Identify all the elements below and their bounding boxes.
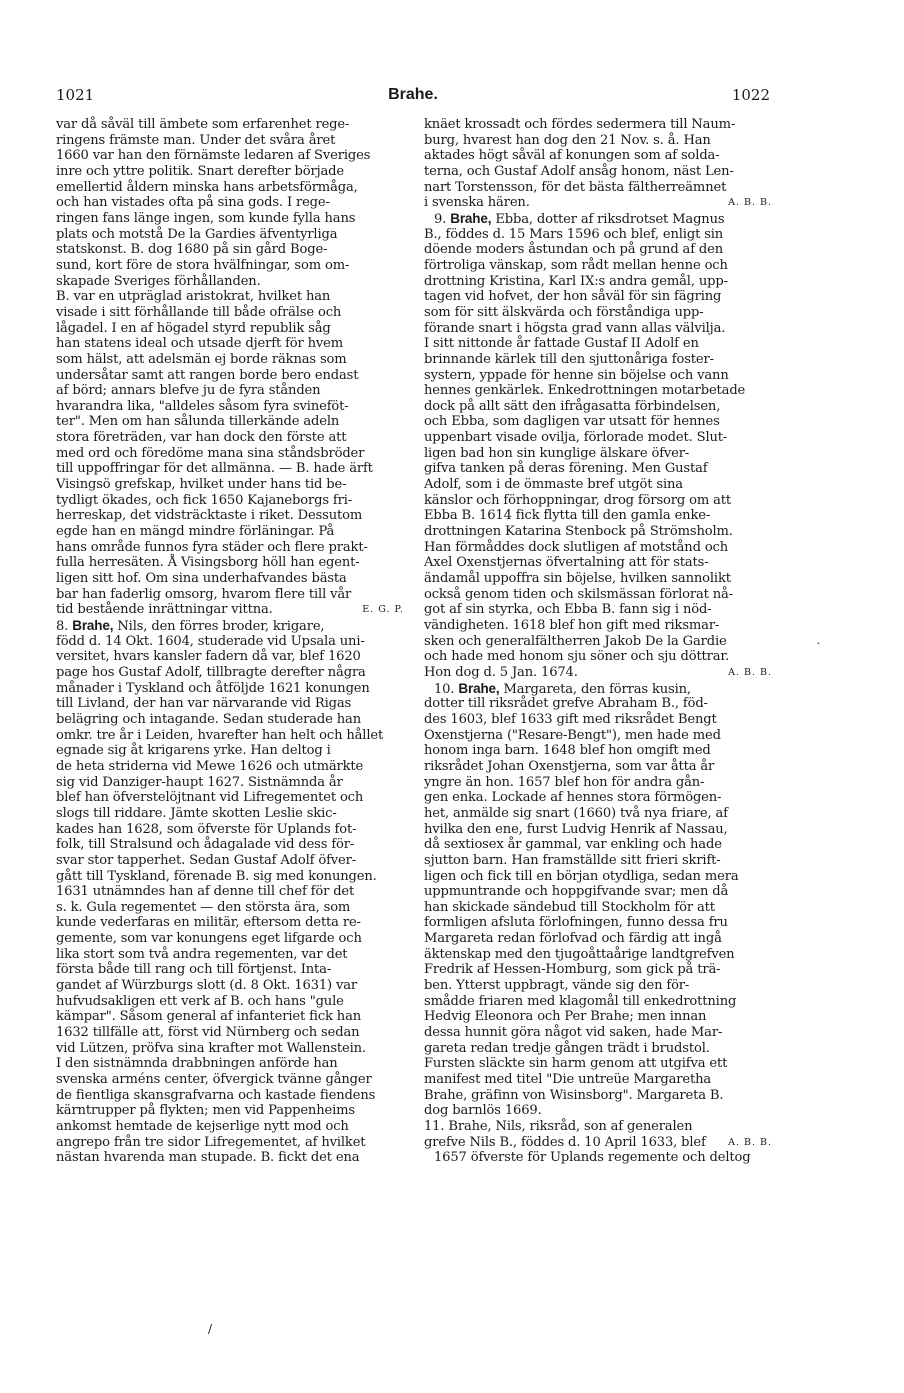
line-text: 9. Brahe, Ebba, dotter af riksdrotset Magnus [434, 210, 725, 227]
text-line [424, 728, 772, 744]
line-text: ändamål uppoffra sin böjelse, hvilken sannolikt [424, 571, 731, 587]
line-text: Brahe, gräfinn von Wisinsborg". Margareta B. [424, 1087, 724, 1103]
line-text: äktenskap med den tjugoåttaårige landtgrefven [424, 946, 735, 962]
line-text: systern, yppade för henne sin böjelse och vann [424, 367, 729, 383]
line-text: slogs till riddare. Jämte skotten Leslie skic- [56, 805, 337, 821]
text-line [424, 258, 772, 274]
text-line [424, 618, 772, 634]
line-text: kunde vederfaras en militär, eftersom detta re- [56, 915, 361, 931]
line-text: egde han en mängd mindre förläningar. På [56, 524, 335, 540]
text-line [56, 994, 404, 1010]
text-line [56, 884, 404, 900]
line-text: gareta redan tredje gången trädt i brudstol. [424, 1040, 710, 1056]
line-text: förande snart i högsta grad vann allas välvilja. [424, 320, 726, 336]
text-line [424, 915, 772, 931]
text-line [56, 430, 404, 446]
text-line [424, 602, 772, 618]
text-line [424, 180, 772, 196]
text-line [424, 1135, 772, 1151]
text-line [424, 1150, 772, 1166]
text-line [424, 274, 772, 290]
text-line [56, 759, 404, 775]
text-line [424, 994, 772, 1010]
text-line [56, 681, 404, 697]
line-text: Hedvig Eleonora och Per Brahe; men innan [424, 1009, 707, 1025]
line-text: lika stort som två andra regementen, var det [56, 946, 348, 962]
text-line [424, 368, 772, 384]
line-text: och Ebba, som dagligen var utsatt för hennes [424, 414, 720, 430]
text-line [56, 477, 404, 493]
text-line [424, 336, 772, 352]
line-text: Visingsö grefskap, hvilket under hans tid be- [56, 477, 347, 493]
line-text: sund, kort före de stora hvälfningar, som om- [56, 257, 350, 273]
text-line [56, 587, 404, 603]
text-line [424, 493, 772, 509]
line-text: med ord och föredöme mana sina ståndsbröder [56, 445, 365, 461]
line-text: Oxenstjerna ("Resare-Bengt"), men hade med [424, 727, 721, 743]
line-text: uppenbart visade ovilja, förlorade modet. Slut- [424, 430, 728, 446]
line-text: dog barnlös 1669. [424, 1103, 542, 1119]
text-line [56, 227, 404, 243]
text-line [424, 978, 772, 994]
text-line [424, 477, 772, 493]
line-text: skapade Sveriges förhållanden. [56, 273, 261, 289]
author-signature: A. B. B. [728, 1136, 772, 1148]
text-line [56, 289, 404, 305]
line-text: döende moders åstundan och på grund af den [424, 242, 724, 258]
text-line [424, 665, 772, 681]
line-text: brinnande kärlek till den sjuttonåriga foster- [424, 351, 714, 367]
text-line [424, 1072, 772, 1088]
text-line [424, 696, 772, 712]
line-text: uppmuntrande och hoppgifvande svar; men då [424, 884, 729, 900]
text-line [424, 1041, 772, 1057]
line-text: född d. 14 Okt. 1604, studerade vid Upsala uni- [56, 633, 365, 649]
text-line [424, 681, 772, 697]
text-line [56, 1088, 404, 1104]
line-text: hvarandra lika, "alldeles såsom fyra svineföt- [56, 398, 349, 414]
text-line [56, 728, 404, 744]
line-text: de heta striderna vid Mewe 1626 och utmärkte [56, 758, 364, 774]
line-text: ringen fans länge ingen, som kunde fylla hans [56, 210, 356, 226]
line-text: tagen vid hofvet, der hon såväl för sin fägring [424, 289, 722, 305]
line-text: som för sitt älskvärda och förståndiga upp- [424, 304, 704, 320]
text-line [56, 915, 404, 931]
text-line [56, 978, 404, 994]
text-line [56, 1041, 404, 1057]
page-header [56, 86, 770, 106]
line-text: ligen och fick till en början otydliga, sedan mera [424, 868, 739, 884]
line-text: sjutton barn. Han framställde sitt frieri skrift- [424, 852, 721, 868]
text-line [424, 947, 772, 963]
text-line [56, 712, 404, 728]
line-text: första både till rang och till förtjenst. Inta- [56, 962, 332, 978]
line-text: hvilka den ene, furst Ludvig Henrik af Nassau, [424, 821, 728, 837]
line-text: 11. Brahe, Nils, riksråd, son af generalen [424, 1119, 693, 1134]
text-line [56, 164, 404, 180]
page-number-left: 1021 [56, 86, 95, 104]
line-text: ligen bad hon sin kunglige älskare öfver- [424, 445, 690, 461]
text-line [424, 1009, 772, 1025]
line-text: gandet af Würzburgs slott (d. 8 Okt. 1631) var [56, 978, 358, 994]
text-line [56, 665, 404, 681]
line-text: blef han öfverstelöjtnant vid Lifregementet och [56, 790, 364, 806]
text-line [424, 540, 772, 556]
text-line [56, 305, 404, 321]
line-text: formligen afsluta förlofningen, funno dessa fru [424, 915, 728, 931]
text-line [424, 1025, 772, 1041]
text-line [56, 242, 404, 258]
text-line [424, 743, 772, 759]
line-text: angrepo från tre sidor Lifregementet, af hvilket [56, 1134, 366, 1150]
text-line [424, 555, 772, 571]
text-line [56, 649, 404, 665]
line-text: gemente, som var konungens eget lifgarde och [56, 931, 362, 947]
line-text: B. var en utpräglad aristokrat, hvilket han [56, 289, 331, 305]
text-line [424, 399, 772, 415]
text-line [56, 414, 404, 430]
text-line [56, 399, 404, 415]
line-text: var då såväl till ämbete som erfarenhet rege- [56, 117, 350, 132]
line-text: nästan hvarenda man stupade. B. fickt det ena [56, 1150, 360, 1166]
author-signature: E. G. P. [362, 604, 404, 616]
line-text: I sitt nittonde år fattade Gustaf II Adolf en [424, 336, 699, 352]
author-signature: A. B. B. [728, 197, 772, 209]
text-line [56, 853, 404, 869]
text-line [56, 180, 404, 196]
line-text: 1631 utnämndes han af denne till chef för det [56, 884, 355, 900]
line-text: sken och generalfältherren Jakob De la Gardie [424, 633, 727, 649]
line-text: månader i Tyskland och åtföljde 1621 konungen [56, 680, 370, 696]
line-text: han skickade sändebud till Stockholm för att [424, 899, 715, 915]
text-line [56, 352, 404, 368]
line-text: 1660 var han den förnämste ledaren af Sveriges [56, 148, 371, 164]
line-text: Margareta redan förlofvad och färdig att ingå [424, 931, 722, 947]
page-number-right: 1022 [731, 86, 770, 104]
text-line [56, 900, 404, 916]
text-line [424, 571, 772, 587]
line-text: dock på allt sätt den ifrågasatta förbindelsen, [424, 398, 721, 414]
text-line [424, 853, 772, 869]
line-text: stora företräden, var han dock den förste att [56, 430, 347, 446]
line-text: han statens ideal och utsade djerft för hvem [56, 336, 344, 352]
line-text: egnade sig åt krigarens yrke. Han deltog i [56, 743, 331, 759]
line-text: drottning Kristina, Karl IX:s andra gemål, upp- [424, 273, 728, 289]
text-line [424, 352, 772, 368]
line-text: visade i sitt förhållande till både ofrälse och [56, 304, 342, 320]
line-text: hans område funnos fyra städer och flere prakt- [56, 539, 368, 555]
text-line [424, 1103, 772, 1119]
text-line [424, 164, 772, 180]
text-line [56, 321, 404, 337]
text-line [56, 446, 404, 462]
line-text: belägring och intagande. Sedan studerade han [56, 711, 361, 727]
line-text: ben. Ytterst uppbragt, vände sig den för- [424, 978, 690, 994]
line-text: smådde friaren med klagomål till enkedrottning [424, 993, 737, 1009]
line-text: B., föddes d. 15 Mars 1596 och blef, enligt sin [424, 226, 724, 242]
text-line [424, 242, 772, 258]
text-line [56, 258, 404, 274]
text-line [424, 133, 772, 149]
line-text: och hade med honom sju söner och sju döttrar. [424, 649, 730, 665]
text-line [424, 524, 772, 540]
line-text: des 1603, blef 1633 gift med riksrådet Bengt [424, 711, 717, 727]
text-line [56, 837, 404, 853]
text-line [56, 1056, 404, 1072]
text-line [424, 869, 772, 885]
text-line [424, 931, 772, 947]
line-text: ankomst hemtade de kejserlige nytt mod och [56, 1119, 349, 1134]
text-line [424, 414, 772, 430]
text-line [56, 555, 404, 571]
text-line [56, 508, 404, 524]
line-text: het, anmälde sig snart (1660) två nya friare, af [424, 805, 728, 821]
text-line [56, 1025, 404, 1041]
line-text: terna, och Gustaf Adolf ansåg honom, näst Len- [424, 163, 734, 179]
line-text: gifva tanken på deras förening. Men Gustaf [424, 461, 708, 477]
line-text: I den sistnämnda drabbningen anförde han [56, 1056, 338, 1072]
text-line [424, 508, 772, 524]
stray-mark: / [208, 1322, 213, 1336]
line-text: burg, hvarest han dog den 21 Nov. s. å. Han [424, 132, 711, 148]
text-line [424, 806, 772, 822]
line-text: herreskap, det vidsträcktaste i riket. Dessutom [56, 508, 363, 524]
text-line [424, 837, 772, 853]
line-text: dotter till riksrådet grefve Abraham B., föd- [424, 696, 708, 712]
text-line [56, 117, 404, 133]
text-line [56, 195, 404, 211]
text-line [424, 1056, 772, 1072]
text-line [424, 1088, 772, 1104]
text-line [56, 336, 404, 352]
text-line [424, 446, 772, 462]
text-line [56, 383, 404, 399]
text-line [424, 195, 772, 211]
line-text: sig vid Danziger-haupt 1627. Sistnämnda år [56, 774, 343, 790]
line-text: lågadel. I en af högadel styrd republik såg [56, 320, 331, 336]
line-text: svar stor tapperhet. Sedan Gustaf Adolf öfver- [56, 852, 357, 868]
line-text: s. k. Gula regementet — den största ära, som [56, 899, 351, 915]
line-text: hennes genkärlek. Enkedrottningen motarbetade [424, 383, 746, 399]
text-line [424, 1119, 772, 1135]
line-text: inre och yttre politik. Snart derefter började [56, 163, 344, 179]
text-line [56, 696, 404, 712]
line-text: got af sin styrka, och Ebba B. fann sig i nöd- [424, 602, 712, 618]
text-line [424, 148, 772, 164]
line-text: riksrådet Johan Oxenstjerna, som var åtta år [424, 758, 715, 774]
text-line [56, 1119, 404, 1135]
line-text: emellertid åldern minska hans arbetsförmåga, [56, 179, 358, 195]
line-text: nart Torstensson, för det bästa fältherreämnet [424, 179, 727, 195]
text-line [56, 602, 404, 618]
author-signature: A. B. B. [728, 666, 772, 678]
text-line [56, 133, 404, 149]
line-text: tydligt ökades, och fick 1650 Kajaneborgs fri- [56, 492, 353, 508]
line-text: yngre än hon. 1657 blef hon för andra gån- [424, 774, 705, 790]
line-text: då sextiosex år gammal, var enkling och hade [424, 837, 722, 853]
text-line [424, 775, 772, 791]
line-text: svenska arméns center, öfvergick tvänne gånger [56, 1072, 372, 1088]
text-line [56, 931, 404, 947]
line-text: Adolf, som i de ömmaste bref utgöt sina [424, 477, 683, 493]
line-text: omkr. tre år i Leiden, hvarefter han helt och hållet [56, 727, 384, 743]
line-text: dessa hunnit göra något vid saken, hade Mar- [424, 1025, 723, 1041]
line-text: af börd; annars blefve ju de fyra stånden [56, 383, 321, 399]
text-line [56, 1103, 404, 1119]
line-text: ter". Men om han sålunda tillerkände adeln [56, 414, 340, 430]
text-line [56, 211, 404, 227]
line-text: Axel Oxenstjernas öfvertalning att för stats- [424, 555, 709, 571]
line-text: fulla herresäten. Å Visingsborg höll han egent- [56, 555, 360, 571]
line-text: känslor och förhoppningar, drog försorg om att [424, 492, 732, 508]
line-text: versitet, hvars kansler fadern då var, blef 1620 [56, 649, 361, 665]
line-text: statskonst. B. dog 1680 på sin gård Boge- [56, 242, 328, 258]
text-line [56, 618, 404, 634]
line-text: bar han faderlig omsorg, hvarom flere till vår [56, 586, 352, 602]
text-line [56, 1009, 404, 1025]
text-line [424, 227, 772, 243]
line-text: manifest med titel "Die untreüe Margaretha [424, 1072, 712, 1088]
line-text: tid bestående inrättningar vittna. [56, 602, 273, 618]
line-text: till uppoffringar för det allmänna. — B. hade ärft [56, 461, 373, 477]
line-text: 8. Brahe, Nils, den förres broder, krigare, [56, 618, 325, 634]
text-line [56, 947, 404, 963]
entry-headword: Brahe, [450, 210, 492, 226]
line-text: hufvudsakligen ett verk af B. och hans "gule [56, 993, 344, 1009]
text-line [424, 430, 772, 446]
text-line [56, 634, 404, 650]
text-line [56, 493, 404, 509]
line-text: Hon dog d. 5 Jan. 1674. [424, 664, 578, 680]
text-line [424, 822, 772, 838]
text-line [56, 822, 404, 838]
line-text: förtroliga vänskap, som rådt mellan henne och [424, 257, 728, 273]
entry-headword: Brahe, [72, 618, 114, 633]
left-column [56, 117, 404, 1166]
text-line [424, 211, 772, 227]
line-text: kades han 1628, som öfverste för Uplands fot- [56, 821, 357, 837]
line-text: grefve Nils B., föddes d. 10 April 1633, blef [424, 1134, 706, 1150]
line-text: och han vistades ofta på sina gods. I rege- [56, 195, 330, 211]
text-line [424, 383, 772, 399]
line-text: knäet krossadt och fördes sedermera till Naum- [424, 117, 736, 132]
line-text: gen enka. Lockade af hennes stora förmögen- [424, 790, 722, 806]
text-line [56, 148, 404, 164]
text-line [56, 524, 404, 540]
text-line [56, 775, 404, 791]
line-text: ligen sitt hof. Om sina underhafvandes bästa [56, 571, 347, 587]
line-text: de fientliga skansgrafvarna och kastade fiendens [56, 1087, 376, 1103]
text-line [56, 274, 404, 290]
text-line [56, 869, 404, 885]
margin-mark: ˛ [816, 634, 821, 645]
text-line [56, 571, 404, 587]
text-line [424, 117, 772, 133]
text-line [56, 461, 404, 477]
text-line [424, 634, 772, 650]
line-text: i svenska hären. [424, 195, 530, 211]
line-text: 1657 öfverste för Uplands regemente och deltog [434, 1150, 751, 1166]
text-line [56, 743, 404, 759]
line-text: 10. Brahe, Margareta, den förras kusin, [434, 680, 691, 697]
text-line [424, 321, 772, 337]
line-text: ringens främste man. Under det svåra året [56, 132, 336, 148]
line-text: aktades högt såväl af konungen som af solda- [424, 148, 720, 164]
line-text: drottningen Katarina Stenbock på Strömsholm. [424, 524, 733, 540]
text-line [424, 790, 772, 806]
text-line [424, 587, 772, 603]
line-text: vändigheten. 1618 blef hon gift med riksmar- [424, 618, 720, 633]
line-text: undersåtar samt att rangen borde bero endast [56, 367, 359, 383]
line-text: Ebba B. 1614 fick flytta till den gamla enke- [424, 508, 711, 524]
running-head: Brahe. [388, 86, 438, 103]
text-line [56, 368, 404, 384]
line-text: 1632 tillfälle att, först vid Nürnberg och sedan [56, 1025, 360, 1041]
line-text: kärntrupper på flykten; men vid Pappenheims [56, 1103, 355, 1119]
line-text: gått till Tyskland, förenade B. sig med konungen. [56, 868, 377, 884]
line-text: Fredrik af Hessen-Homburg, som gick på trä- [424, 962, 721, 978]
text-line [424, 759, 772, 775]
line-text: page hos Gustaf Adolf, tillbragte derefter några [56, 664, 366, 680]
text-line [56, 1150, 404, 1166]
text-line [56, 962, 404, 978]
text-line [56, 1135, 404, 1151]
line-text: vid Lützen, pröfva sina krafter mot Wallenstein. [56, 1040, 366, 1056]
line-text: folk, till Stralsund och ådagalade vid dess för- [56, 837, 355, 853]
text-line [424, 884, 772, 900]
line-text: till Livland, der han var närvarande vid Rigas [56, 696, 352, 712]
text-line [56, 540, 404, 556]
line-text: också genom tiden och skilsmässan förlorat nå- [424, 586, 733, 602]
line-text: kämpar". Såsom general af infanteriet fick han [56, 1009, 362, 1025]
text-line [424, 962, 772, 978]
text-line [424, 461, 772, 477]
line-text: Han förmåddes dock slutligen af motstånd och [424, 539, 729, 555]
text-line [56, 790, 404, 806]
text-line [56, 1072, 404, 1088]
text-line [424, 649, 772, 665]
entry-headword: Brahe, [458, 680, 500, 696]
text-line [424, 289, 772, 305]
line-text: honom inga barn. 1648 blef hon omgift med [424, 743, 711, 759]
right-column [424, 117, 772, 1166]
text-line [424, 305, 772, 321]
line-text: som hälst, att adelsmän ej borde räknas som [56, 351, 347, 367]
text-line [56, 806, 404, 822]
text-line [424, 712, 772, 728]
line-text: plats och motstå De la Gardies äfventyrliga [56, 226, 338, 242]
text-line [424, 900, 772, 916]
line-text: Fursten släckte sin harm genom att utgifva ett [424, 1056, 728, 1072]
